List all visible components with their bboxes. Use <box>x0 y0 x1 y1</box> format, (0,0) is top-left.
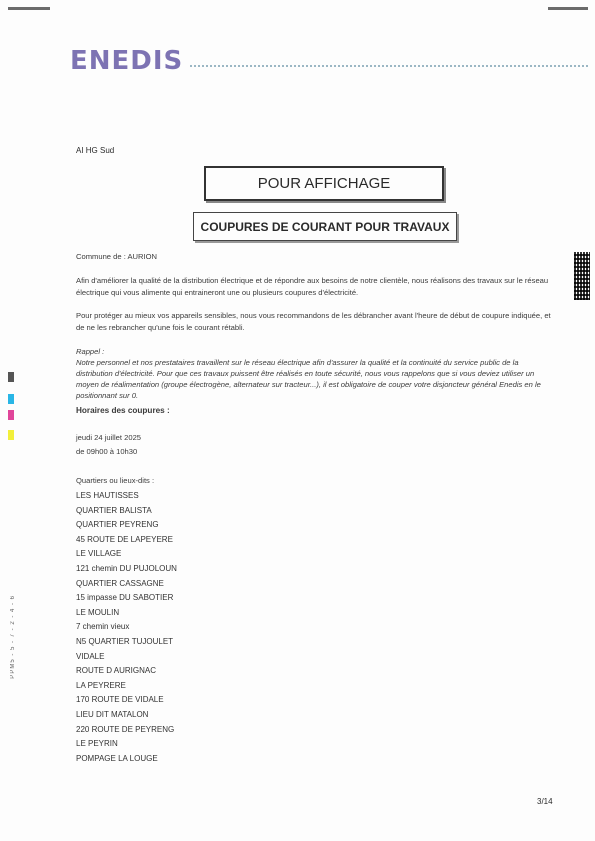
list-item: 7 chemin vieux <box>76 622 130 632</box>
subtitle-label: COUPURES DE COURANT POUR TRAVAUX <box>200 219 450 234</box>
scan-mark-right <box>548 7 588 10</box>
barcode-icon <box>574 252 590 300</box>
color-swatch-cyan <box>8 394 14 404</box>
enedis-logo: ENEDIS <box>70 46 184 76</box>
list-item: VIDALE <box>76 651 105 661</box>
scan-mark-left <box>8 7 50 10</box>
rappel-paragraph: Notre personnel et nos prestataires travaillent sur le réseau électrique afin d'assurer la qualité et la continuité du service public de la distribution d'électricité. Pour que ces travaux puissent être réalisés en toute sécurité, nous vous rappelons que si vous deviez utiliser un moyen de réalimentation (groupe électrogène, alternateur sur tracteur...), il est obligatoire de couper votre disjoncteur général Enedis en le positionnant sur 0. <box>76 358 541 400</box>
quartiers-title: Quartiers ou lieux-dits : <box>76 476 155 485</box>
title-box <box>204 166 444 201</box>
intro-paragraph: Afin d'améliorer la qualité de la distribution électrique et de répondre aux besoins de notre clientèle, nous réalisons des travaux sur le réseau électrique qui vous alimente qui entraineront une ou plusieurs coupures d'électricité. <box>76 276 549 297</box>
list-item: QUARTIER CASSAGNE <box>76 578 164 588</box>
list-item: LES HAUTISSES <box>76 491 139 500</box>
list-item: QUARTIER PEYRENG <box>76 520 159 530</box>
list-item: N5 QUARTIER TUJOULET <box>76 636 174 646</box>
list-item: LA PEYRERE <box>76 680 126 690</box>
list-item: LE MOULIN <box>76 607 120 617</box>
commune-line: Commune de : AURION <box>76 252 158 261</box>
list-item: POMPAGE LA LOUGE <box>76 753 158 763</box>
color-swatch-yellow <box>8 430 14 440</box>
color-swatch-magenta <box>8 410 14 420</box>
reference-text: AI HG Sud <box>76 146 115 155</box>
page-number: 3/14 <box>537 797 553 806</box>
list-item: QUARTIER BALISTA <box>76 505 152 515</box>
list-item: LE VILLAGE <box>76 549 122 559</box>
list-item: 15 impasse DU SABOTIER <box>76 593 174 603</box>
list-item: 45 ROUTE DE LAPEYERE <box>76 534 173 544</box>
quartiers-list <box>76 489 177 766</box>
cut-date: jeudi 24 juillet 2025 <box>76 433 142 442</box>
color-swatch-dark <box>8 372 14 382</box>
list-item: 170 ROUTE DE VIDALE <box>76 695 164 705</box>
title-label: POUR AFFICHAGE <box>257 175 391 192</box>
list-item: 220 ROUTE DE PEYRENG <box>76 724 175 734</box>
cut-time: de 09h00 à 10h30 <box>76 447 138 456</box>
list-item: ROUTE D AURIGNAC <box>76 666 157 676</box>
list-item: LIEU DIT MATALON <box>76 709 149 719</box>
subtitle-box <box>193 212 457 241</box>
list-item: 121 chemin DU PUJOLOUN <box>76 563 177 573</box>
side-print-code: PPM5 - 5 - 7 - 2 - 4 - 6 <box>10 595 16 679</box>
horaires-title: Horaires des coupures : <box>76 406 170 415</box>
protect-paragraph: Pour protéger au mieux vos appareils sensibles, nous vous recommandons de les débrancher avant l'heure de début de coupure indiquée, et de ne les rebrancher qu'une fois le courant rétabli. <box>76 311 551 332</box>
header-rule <box>190 65 588 67</box>
list-item: LE PEYRIN <box>76 739 118 749</box>
rappel-title: Rappel : <box>76 347 105 356</box>
